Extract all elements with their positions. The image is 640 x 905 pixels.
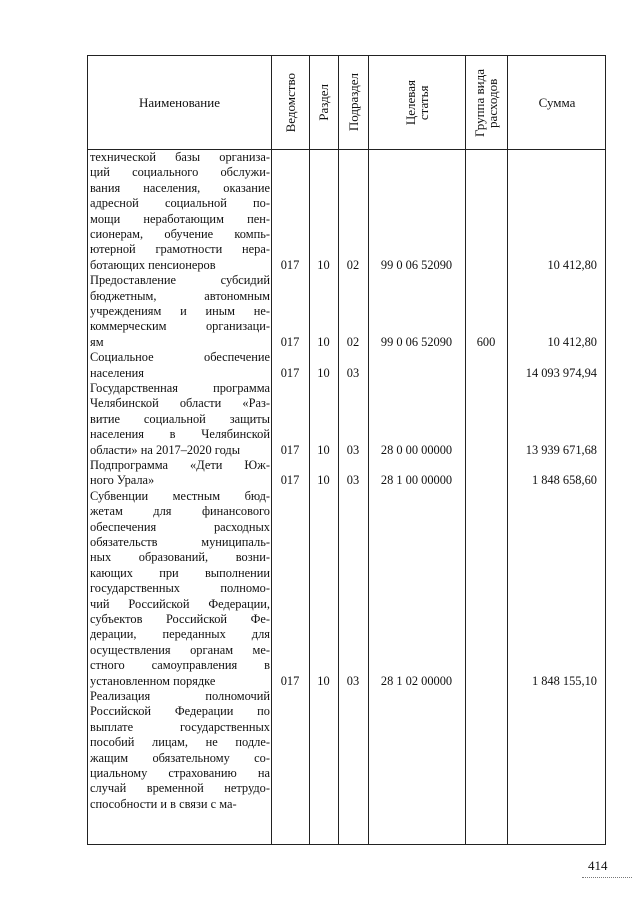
- cell-ved: 017: [280, 334, 300, 349]
- header-tselevaya: [368, 56, 465, 149]
- row-name-line: субъектов Российской Фе-: [90, 612, 270, 627]
- cell-razd: 10: [317, 442, 330, 457]
- row-name-line: чий Российской Федерации,: [90, 596, 270, 611]
- row-name-line: ного Урала»: [90, 473, 155, 488]
- header-gruppa-label: Группа вида расходов: [472, 68, 500, 137]
- row-name-line: Российской Федерации по: [90, 704, 270, 719]
- cell-sum: 1 848 658,60: [531, 473, 597, 488]
- cell-ved: 017: [280, 365, 300, 380]
- header-vedomstvo-label: Ведомство: [282, 72, 298, 133]
- table-row-name: [90, 350, 270, 381]
- cell-tsel: 28 1 00 00000: [380, 473, 453, 488]
- cell-grup: 600: [476, 334, 496, 349]
- header-summa: [507, 56, 607, 149]
- cell-ved: 017: [280, 473, 300, 488]
- cell-sum: 10 412,80: [547, 334, 597, 349]
- row-name-line: случай временной нетрудо-: [90, 781, 270, 796]
- cell-podr: 02: [346, 257, 360, 272]
- cell-ved: 017: [280, 442, 300, 457]
- row-name-line: учреждениям и иным не-: [90, 304, 270, 318]
- cell-podr: 02: [346, 334, 360, 349]
- row-name-line: ных образований, возни-: [90, 550, 270, 565]
- row-name-line: бюджетным, автономным: [90, 288, 270, 303]
- row-name-line: циальному страхованию на: [90, 766, 270, 781]
- row-name-line: ций социального обслужи-: [90, 165, 270, 180]
- cell-podr: 03: [346, 673, 360, 688]
- row-name-line: жетам для финансового: [90, 504, 270, 519]
- header-razdel-label: Раздел: [316, 84, 331, 121]
- row-name-line: ботающих пенсионеров: [90, 257, 216, 272]
- row-name-line: населения: [90, 365, 144, 380]
- row-name-line: вания населения, оказание: [90, 180, 270, 195]
- table-row-name: [90, 150, 270, 273]
- header-vedomstvo: [271, 56, 309, 149]
- row-name-line: технической базы организа-: [90, 150, 270, 164]
- row-name-line: обязательств муниципаль-: [90, 535, 270, 550]
- cell-podr: 03: [346, 365, 360, 380]
- cell-ved: 017: [280, 673, 300, 688]
- header-razdel: [309, 56, 338, 149]
- row-name-line: Социальное обеспечение: [90, 350, 270, 365]
- cell-tsel: 28 1 02 00000: [380, 673, 453, 688]
- header-summa-label: Сумма: [538, 94, 576, 110]
- header-tselevaya-label: Целевая статья: [402, 79, 431, 126]
- row-name-line: Подпрограмма «Дети Юж-: [90, 458, 270, 472]
- cell-sum: 14 093 974,94: [525, 365, 597, 380]
- header-name-label: Наименование: [139, 94, 220, 110]
- row-name-line: области» на 2017–2020 годы: [90, 442, 241, 457]
- cell-razd: 10: [317, 673, 330, 688]
- table-row-name: [90, 489, 270, 689]
- budget-table: [87, 55, 606, 845]
- table-row-name: [90, 458, 270, 489]
- row-name-line: пособий лицам, не подле-: [90, 735, 270, 750]
- row-name-line: государственных полномо-: [90, 581, 270, 596]
- row-name-line: адресной социальной по-: [90, 196, 270, 211]
- cell-tsel: 28 0 00 00000: [380, 442, 453, 457]
- cell-ved: 017: [280, 257, 300, 272]
- row-name-line: жащим обязательному со-: [90, 750, 270, 765]
- header-gruppa: [465, 56, 507, 149]
- cell-razd: 10: [317, 257, 330, 272]
- row-name-line: витие социальной защиты: [90, 411, 270, 426]
- row-name-line: выплате государственных: [90, 719, 270, 734]
- cell-podr: 03: [346, 473, 360, 488]
- cell-razd: 10: [317, 473, 330, 488]
- cell-razd: 10: [317, 365, 330, 380]
- col-divider: [465, 56, 466, 844]
- cell-tsel: 99 0 06 52090: [380, 334, 453, 349]
- table-row-name: [90, 273, 270, 350]
- row-name-line: сионерам, обучение компь-: [90, 227, 270, 242]
- row-name-line: обеспечения расходных: [90, 519, 270, 534]
- header-name: [88, 56, 271, 149]
- cell-sum: 10 412,80: [547, 257, 597, 272]
- row-name-line: Реализация полномочий: [90, 689, 270, 703]
- row-name-line: Предоставление субсидий: [90, 273, 270, 288]
- header-podrazdel: [338, 56, 368, 149]
- row-name-line: установленном порядке: [90, 673, 216, 688]
- cell-tsel: 99 0 06 52090: [380, 257, 453, 272]
- cell-razd: 10: [317, 334, 330, 349]
- cell-sum: 13 939 671,68: [525, 442, 597, 457]
- row-name-line: Субвенции местным бюд-: [90, 488, 270, 503]
- header-podrazdel-label: Подраздел: [345, 73, 361, 132]
- row-name-line: дерации, переданных для: [90, 627, 270, 642]
- cell-podr: 03: [346, 442, 360, 457]
- cell-sum: 1 848 155,10: [531, 673, 597, 688]
- row-name-line: ям: [90, 334, 104, 349]
- row-name-line: коммерческим организаци-: [90, 319, 270, 334]
- row-name-line: мощи неработающим пен-: [90, 211, 270, 226]
- table-row-name: [90, 689, 270, 812]
- row-name-line: Челябинской области «Раз-: [90, 396, 270, 411]
- table-row-name: [90, 381, 270, 458]
- row-name-line: Государственная программа: [90, 381, 270, 395]
- page-number: 414: [588, 858, 608, 873]
- row-name-line: населения в Челябинской: [90, 427, 270, 442]
- footer-rule: [582, 877, 632, 878]
- row-name-line: осуществления органам ме-: [90, 642, 270, 657]
- row-name-line: кающих при выполнении: [90, 565, 270, 580]
- row-name-line: ютерной грамотности нера-: [90, 242, 270, 257]
- row-name-line: способности и в связи с ма-: [90, 796, 237, 811]
- row-name-line: стного самоуправления в: [90, 658, 270, 673]
